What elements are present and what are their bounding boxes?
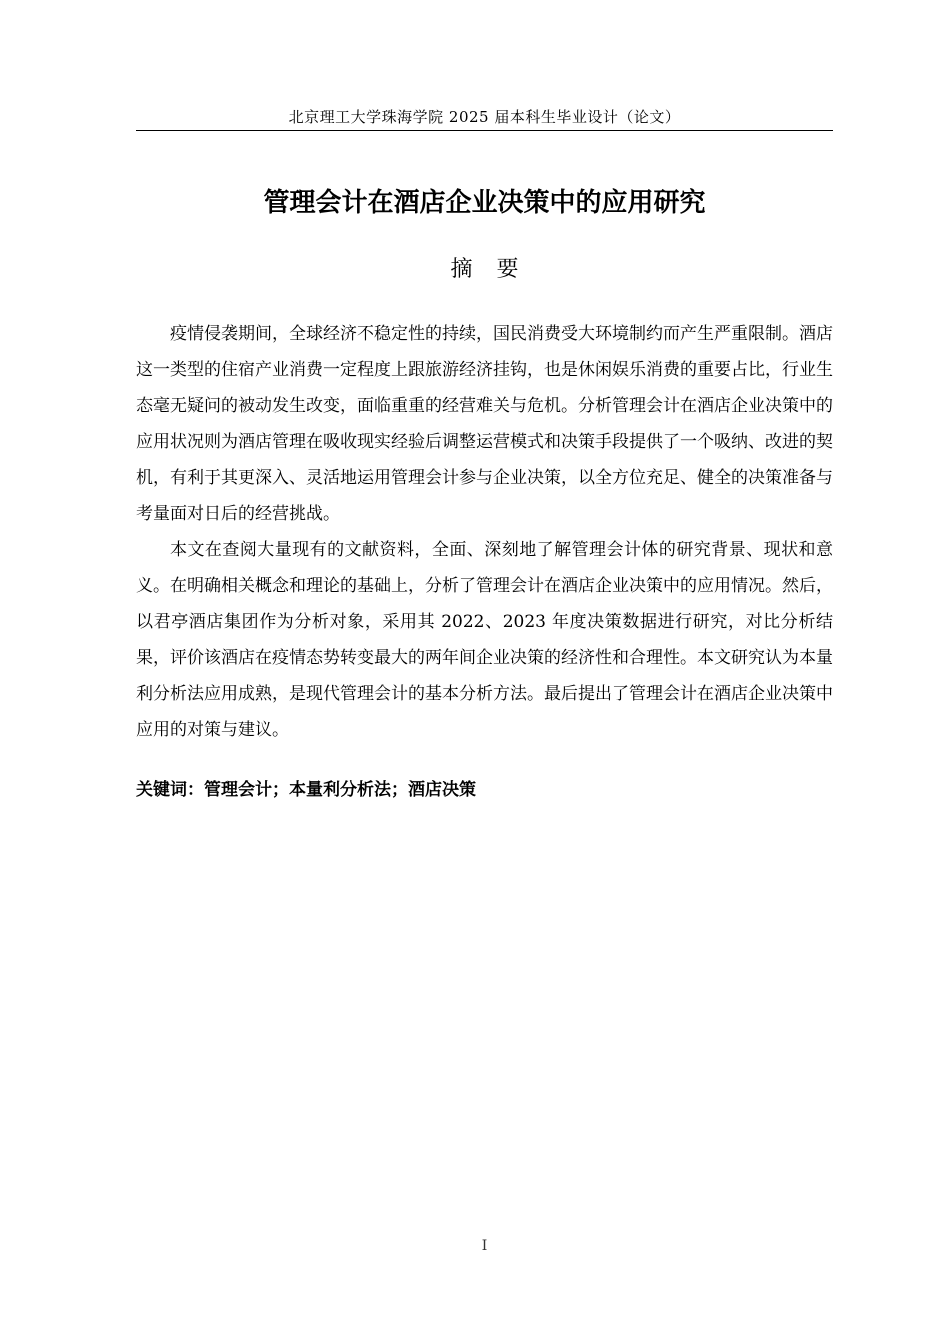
- running-header: 北京理工大学珠海学院 2025 届本科生毕业设计（论文）: [288, 108, 681, 126]
- abstract-paragraph-1: 疫情侵袭期间，全球经济不稳定性的持续，国民消费受大环境制约而产生严重限制。酒店这一类型的住宿产业消费一定程度上跟旅游经济挂钩，也是休闲娱乐消费的重要占比，行业生态毫无疑问的被动发生改变，面临重重的经营难关与危机。分析管理会计在酒店企业决策中的应用状况则为酒店管理在吸收现实经验后调整运营模式和决策手段提供了一个吸纳、改进的契机，有利于其更深入、灵活地运用管理会计参与企业决策，以全方位充足、健全的决策准备与考量面对日后的经营挑战。: [136, 324, 833, 524]
- page-title: 管理会计在酒店企业决策中的应用研究: [263, 188, 706, 218]
- header-divider: [136, 130, 833, 131]
- page-number: I: [481, 1238, 488, 1254]
- keywords-line: 关键词：管理会计；本量利分析法；酒店决策: [136, 780, 476, 800]
- abstract-paragraph-2: 本文在查阅大量现有的文献资料，全面、深刻地了解管理会计体的研究背景、现状和意义。在明确相关概念和理论的基础上，分析了管理会计在酒店企业决策中的应用情况。然后，以君亭酒店集团作为分析对象，采用其 2022、2023 年度决策数据进行研究，对比分析结果，评价该酒店在疫情态势转变最大的两年间企业决策的经济性和合理性。本文研究认为本量利分析法应用成熟，是现代管理会计的基本分析方法。最后提出了管理会计在酒店企业决策中应用的对策与建议。: [136, 540, 833, 740]
- abstract-body: [136, 316, 833, 748]
- abstract-heading: 摘要: [450, 257, 543, 282]
